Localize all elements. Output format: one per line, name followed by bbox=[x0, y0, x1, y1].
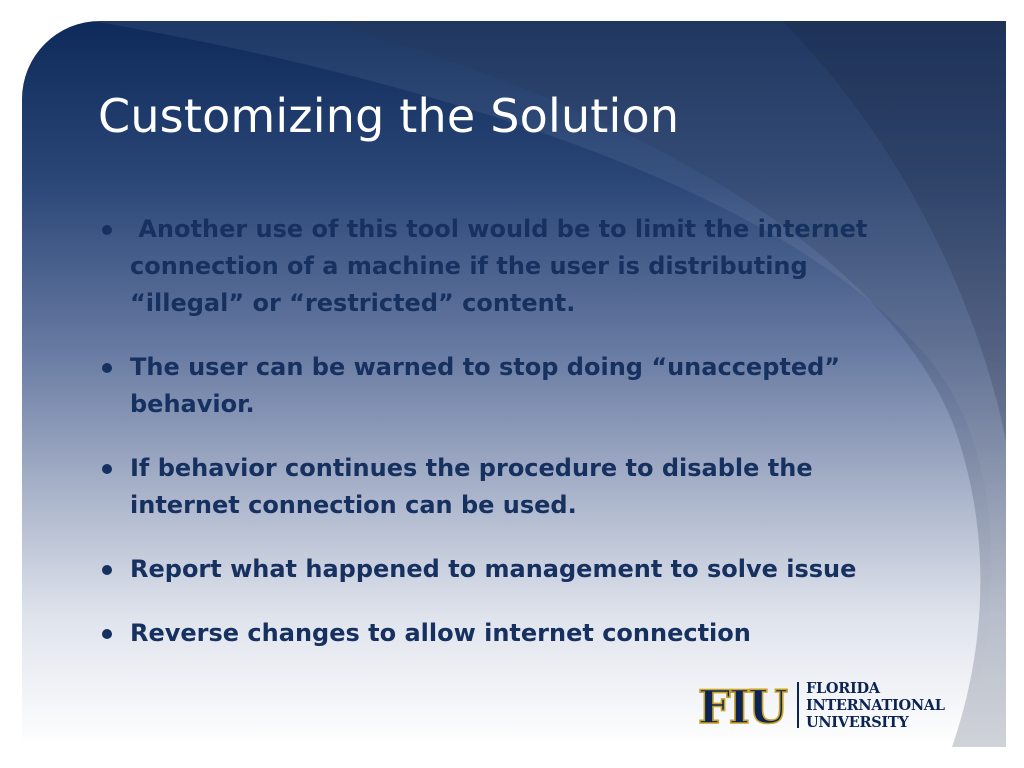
bullet-item bbox=[98, 349, 928, 423]
logo-divider bbox=[797, 682, 799, 728]
bullet-dot-icon bbox=[102, 464, 112, 474]
logo-line-university: UNIVERSITY bbox=[806, 714, 909, 731]
slide-frame bbox=[22, 21, 1006, 747]
bullet-item bbox=[98, 211, 928, 322]
bullet-dot-icon bbox=[102, 363, 112, 373]
bullet-dot-icon bbox=[102, 225, 112, 235]
bullet-item bbox=[98, 450, 928, 524]
slide-title: Customizing the Solution bbox=[98, 89, 680, 143]
fiu-logo bbox=[693, 680, 953, 734]
fiu-mark-text: FIU bbox=[697, 683, 787, 727]
bullet-text: Reverse changes to allow internet connection bbox=[130, 619, 751, 647]
bullet-text: Report what happened to management to solve issue bbox=[130, 555, 857, 583]
bullet-item bbox=[98, 615, 928, 652]
bullet-text: Another use of this tool would be to limit the internet connection of a machine if the user is distributing “illegal” or “restricted” content. bbox=[130, 215, 876, 317]
logo-wordmark bbox=[806, 680, 945, 731]
logo-line-florida: FLORIDA bbox=[806, 680, 880, 697]
bullet-item bbox=[98, 551, 928, 588]
bullet-text: The user can be warned to stop doing “unaccepted” behavior. bbox=[130, 353, 841, 418]
bullet-dot-icon bbox=[102, 565, 112, 575]
bullet-text: If behavior continues the procedure to disable the internet connection can be used. bbox=[130, 454, 813, 519]
logo-line-international: INTERNATIONAL bbox=[806, 697, 945, 714]
bullet-list bbox=[98, 211, 928, 679]
bullet-dot-icon bbox=[102, 629, 112, 639]
fiu-logo-mark bbox=[693, 683, 791, 727]
